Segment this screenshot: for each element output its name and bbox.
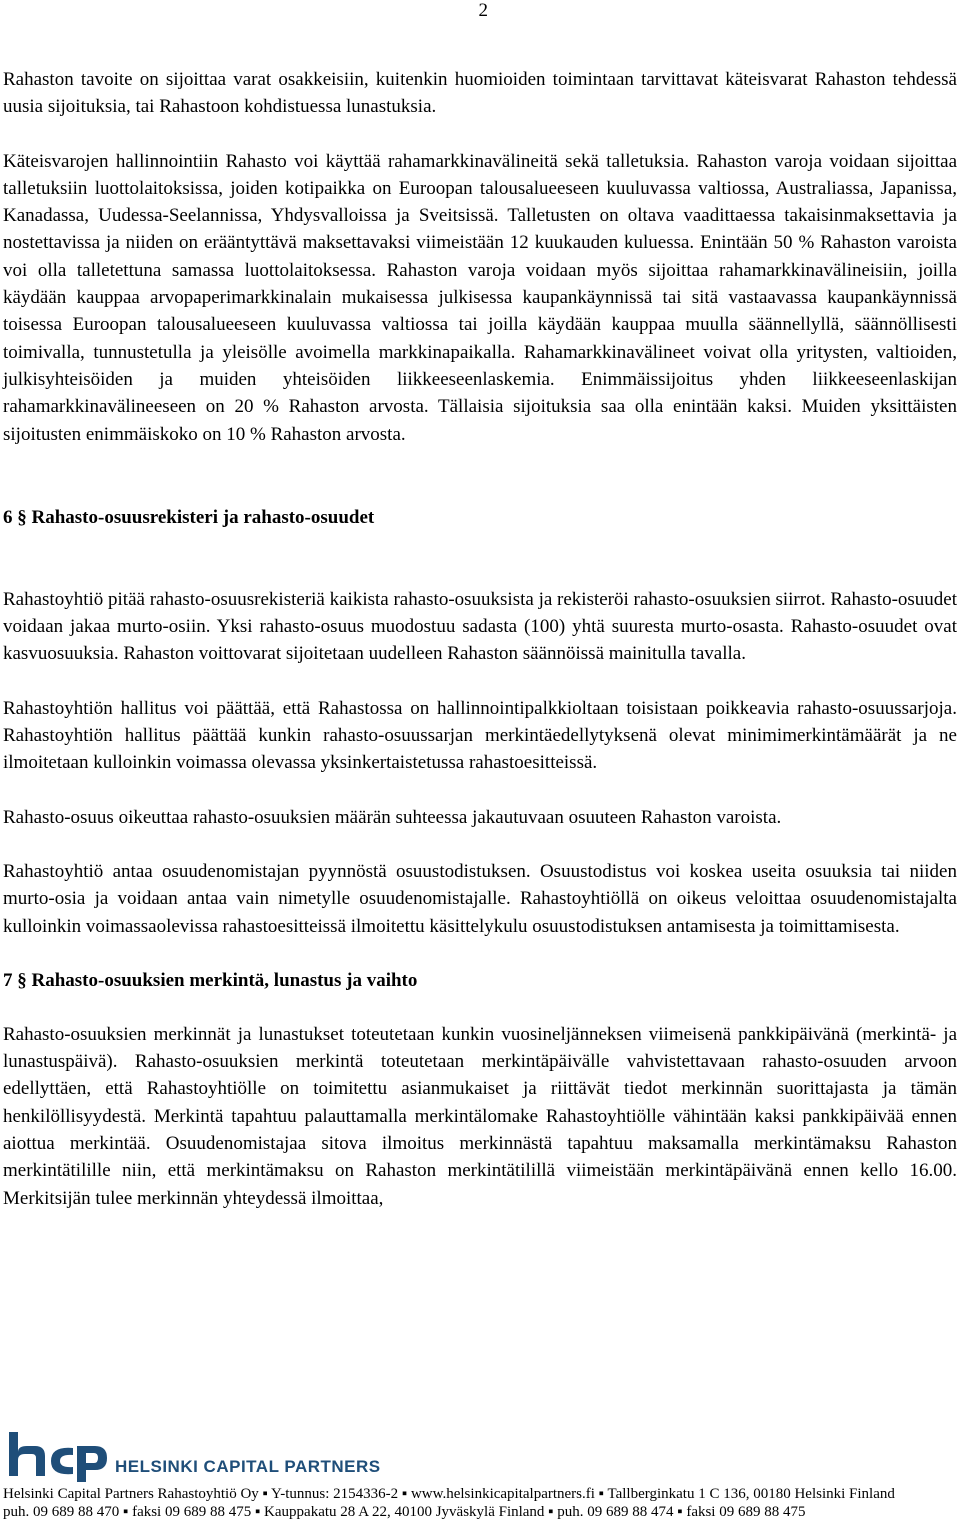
document-body	[3, 66, 957, 1212]
logo-text: HELSINKI CAPITAL PARTNERS	[115, 1457, 381, 1476]
section-6-heading: 6 § Rahasto-osuusrekisteri ja rahasto-osuudet	[3, 506, 375, 528]
section-7-heading: 7 § Rahasto-osuuksien merkintä, lunastus ja vaihto	[3, 969, 418, 991]
footer-contact-line: puh. 09 689 88 470 ▪ faksi 09 689 88 475 ▪ Kauppakatu 28 A 22, 40100 Jyväskylä Finland ▪ puh. 09 689 88 474 ▪ faksi 09 689 88 475	[3, 1504, 806, 1520]
section-6-paragraph: Rahastoyhtiön hallitus voi päättää, että Rahastossa on hallinnointipalkkioltaan toisistaan poikkeavia rahasto-osuussarjoja. Rahastoyhtiön hallitus päättää kunkin rahasto-osuussarjan merkintäedellytyksenä olevat minimimerkintämäärät ja ne ilmoitetaan kulloinkin voimassa olevassa yksinkertaistetussa rahastoesitteissä.	[3, 697, 957, 774]
footer-company-line: Helsinki Capital Partners Rahastoyhtiö Oy ▪ Y-tunnus: 2154336-2 ▪ www.helsinkicapitalpartners.fi ▪ Tallberginkatu 1 C 136, 00180 Helsinki Finland	[3, 1486, 895, 1502]
section-6-paragraph: Rahastoyhtiö antaa osuudenomistajan pyynnöstä osuustodistuksen. Osuustodistus voi koskea useita osuuksia tai niiden murto-osia ja voidaan antaa vain nimetylle osuudenomistajalle. Rahastoyhtiöllä on oikeus veloittaa osuudenomistajalta kulloinkin voimassaolevissa rahastoesitteissä ilmoitettu käsittelykulu osuustodistuksen antamisesta ja toimittamisesta.	[3, 860, 957, 937]
section-6-paragraph: Rahastoyhtiö pitää rahasto-osuusrekisteriä kaikista rahasto-osuuksista ja rekisteröi rahasto-osuuksien siirrot. Rahasto-osuudet voidaan jakaa murto-osiin. Yksi rahasto-osuus muodostuu sadasta (100) yhtä suuresta murto-osasta. Rahasto-osuudet ovat kasvuosuuksia. Rahaston voittovarat sijoitetaan uudelleen Rahaston säännöissä mainitulla tavalla.	[3, 588, 958, 665]
page-number: 2	[478, 0, 488, 21]
hcp-logo	[7, 1426, 387, 1482]
intro-paragraph: Käteisvarojen hallinnointiin Rahasto voi käyttää rahamarkkinavälineitä sekä talletuksia. Rahaston varoja voidaan sijoittaa talletuksiin luottolaitoksissa, joiden kotipaikka on Euroopan talousalueeseen kuuluvassa valtiossa, Australiassa, Japanissa, Kanadassa, Uudessa-Seelannissa, Yhdysvalloissa ja Sveitsissä. Talletusten on oltava vaadittaessa takaisinmaksettavia ja nostettavissa ja niiden on erääntyttävä maksettavaksi viimeistään 12 kuukauden kuluessa. Enintään 50 % Rahaston varoista voi olla talletettuna samassa luottolaitoksessa. Rahaston varoja voidaan myös sijoittaa rahamarkkinavälineisiin, joilla käydään kauppaa arvopaperimarkkinalain mukaisessa julkisessa kaupankäynnissä tai sitä vastaavassa kaupankäynnissä toisessa Euroopan talousalueeseen kuuluvassa valtiossa tai joilla käydään kauppaa muulla säännellyllä, säännöllisesti toimivalla, tunnustetulla ja yleisölle avoimella markkinapaikalla. Rahamarkkinavälineet voivat olla yritysten, valtioiden, julkisyhteisöiden ja muiden yhteisöiden liikkeeseenlaskemia. Enimmäissijoitus yhden liikkeeseenlaskijan rahamarkkinavälineeseen on 20 % Rahaston arvosta. Tällaisia sijoituksia saa olla enintään kaksi. Muiden yksittäisten sijoitusten enimmäiskoko on 10 % Rahaston arvosta.	[3, 150, 957, 445]
section-6-paragraph: Rahasto-osuus oikeuttaa rahasto-osuuksien määrän suhteessa jakautuvaan osuuteen Rahaston varoista.	[3, 806, 782, 828]
intro-paragraph: Rahaston tavoite on sijoittaa varat osakkeisiin, kuitenkin huomioiden toimintaan tarvittavat käteisvarat Rahaston tehdessä uusia sijoituksia, tai Rahastoon kohdistuessa lunastuksia.	[3, 69, 957, 118]
section-7-paragraph: Rahasto-osuuksien merkinnät ja lunastukset toteutetaan kunkin vuosineljänneksen viimeisenä pankkipäivänä (merkintä- ja lunastuspäivä). Rahasto-osuuksien merkintä toteutetaan merkintäpäivälle vahvistettavaan rahasto-osuuden arvoon edellyttäen, että Rahastoyhtiölle on toimitettu asianmukaiset ja riittävät tiedot merkinnän suorittajasta ja tämän henkilöllisyydestä. Merkintä tapahtuu palauttamalla merkintälomake Rahastoyhtiölle vähintään kaksi pankkipäivää ennen aiottua merkintää. Osuudenomistajaa sitova ilmoitus merkinnästä tapahtuu maksamalla merkintämaksu Rahaston merkintätilille niin, että merkintämaksu on Rahaston merkintätilillä viimeistään merkintäpäivänä ennen kello 16.00. Merkitsijän tulee merkinnän yhteydessä ilmoittaa,	[3, 1023, 957, 1209]
